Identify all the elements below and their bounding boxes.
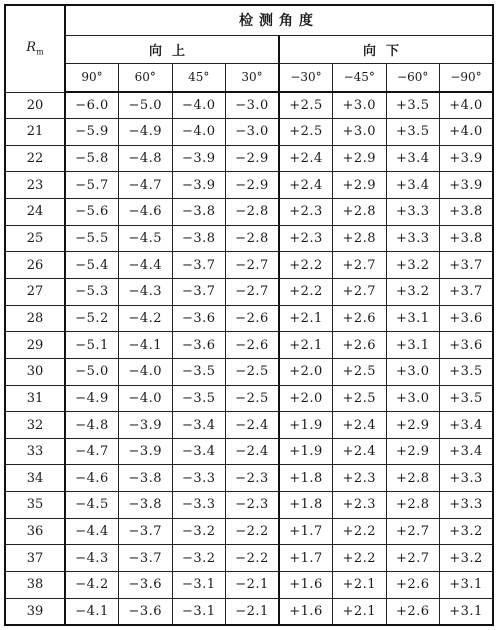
correction-value: +1.6 — [279, 572, 333, 599]
correction-value: +3.4 — [440, 412, 494, 439]
rm-value: 36 — [5, 518, 65, 545]
rm-value: 30 — [5, 358, 65, 385]
rm-value: 31 — [5, 385, 65, 412]
correction-value: +3.7 — [440, 278, 494, 305]
correction-value: −3.7 — [172, 278, 226, 305]
correction-value: −3.8 — [172, 199, 226, 226]
rm-value: 27 — [5, 278, 65, 305]
correction-value: −4.4 — [65, 518, 119, 545]
correction-value: −3.8 — [172, 225, 226, 252]
correction-value: +3.5 — [440, 385, 494, 412]
correction-value: +2.2 — [333, 518, 387, 545]
correction-value: +2.3 — [279, 199, 333, 226]
correction-value: −3.1 — [172, 598, 226, 625]
correction-value: −2.8 — [226, 225, 280, 252]
table-row — [5, 518, 493, 545]
correction-value: +3.0 — [386, 358, 440, 385]
rm-value: 39 — [5, 598, 65, 625]
table-row — [5, 545, 493, 572]
correction-value: +2.4 — [333, 438, 387, 465]
table-row — [5, 598, 493, 625]
table-row — [5, 412, 493, 439]
angle-header: 90° — [65, 63, 119, 92]
correction-value: −2.9 — [226, 145, 280, 172]
correction-value: +3.3 — [440, 465, 494, 492]
correction-value: +3.2 — [440, 545, 494, 572]
correction-value: −4.2 — [65, 572, 119, 599]
correction-value: +3.0 — [333, 92, 387, 119]
correction-value: +2.8 — [386, 465, 440, 492]
correction-value: −4.0 — [119, 358, 173, 385]
correction-value: +3.2 — [440, 518, 494, 545]
correction-value: −5.0 — [65, 358, 119, 385]
correction-value: +2.8 — [386, 492, 440, 519]
rm-label: R — [26, 40, 37, 56]
correction-value: −2.3 — [226, 492, 280, 519]
correction-value: −5.7 — [65, 172, 119, 199]
correction-value: +2.4 — [279, 145, 333, 172]
correction-value: −4.7 — [65, 438, 119, 465]
correction-value: +3.3 — [440, 492, 494, 519]
table-row — [5, 145, 493, 172]
correction-value: −4.5 — [65, 492, 119, 519]
table-row — [5, 278, 493, 305]
rm-value: 23 — [5, 172, 65, 199]
table-row — [5, 119, 493, 146]
angle-header: −45° — [333, 63, 387, 92]
correction-value: −4.6 — [119, 199, 173, 226]
table-row — [5, 438, 493, 465]
correction-value: −2.7 — [226, 278, 280, 305]
correction-value: +3.0 — [386, 385, 440, 412]
angle-header: 45° — [172, 63, 226, 92]
correction-value: +2.9 — [333, 145, 387, 172]
correction-value: +1.7 — [279, 518, 333, 545]
correction-value: +3.2 — [386, 252, 440, 279]
correction-value: +2.2 — [333, 545, 387, 572]
rm-header — [5, 5, 65, 92]
correction-value: −5.0 — [119, 92, 173, 119]
correction-value: −3.2 — [172, 545, 226, 572]
rm-value: 22 — [5, 145, 65, 172]
correction-value: −2.9 — [226, 172, 280, 199]
correction-value: −3.7 — [119, 545, 173, 572]
correction-value: +2.6 — [333, 305, 387, 332]
correction-value: −4.0 — [172, 119, 226, 146]
correction-value: +4.0 — [440, 119, 494, 146]
correction-value: +2.1 — [279, 305, 333, 332]
correction-value: +2.9 — [333, 172, 387, 199]
correction-value: −3.4 — [172, 438, 226, 465]
correction-value: −5.9 — [65, 119, 119, 146]
correction-value: −4.2 — [119, 305, 173, 332]
table-row — [5, 358, 493, 385]
correction-value: −4.7 — [119, 172, 173, 199]
correction-value: +3.4 — [440, 438, 494, 465]
correction-value: +2.6 — [333, 332, 387, 359]
correction-value: −5.8 — [65, 145, 119, 172]
angle-header: −60° — [386, 63, 440, 92]
correction-value: +2.1 — [333, 572, 387, 599]
correction-value: +2.7 — [333, 278, 387, 305]
correction-value: −3.5 — [172, 358, 226, 385]
correction-value: +2.1 — [279, 332, 333, 359]
correction-value: +3.5 — [440, 358, 494, 385]
correction-value: −2.6 — [226, 332, 280, 359]
correction-value: +3.4 — [386, 172, 440, 199]
correction-value: −3.6 — [172, 332, 226, 359]
correction-value: +3.3 — [386, 199, 440, 226]
correction-value: −2.2 — [226, 518, 280, 545]
correction-value: −3.9 — [119, 412, 173, 439]
table-row — [5, 252, 493, 279]
correction-value: −4.9 — [65, 385, 119, 412]
correction-table — [4, 4, 494, 626]
angle-header: 60° — [119, 63, 173, 92]
correction-value: −5.2 — [65, 305, 119, 332]
correction-value: +3.8 — [440, 199, 494, 226]
rm-subscript: m — [36, 48, 44, 58]
correction-value: −4.0 — [119, 385, 173, 412]
correction-value: −2.7 — [226, 252, 280, 279]
correction-value: +2.5 — [333, 358, 387, 385]
correction-value: +2.2 — [279, 252, 333, 279]
correction-value: +2.5 — [279, 92, 333, 119]
correction-value: −3.7 — [119, 518, 173, 545]
correction-value: +4.0 — [440, 92, 494, 119]
correction-value: −3.8 — [119, 492, 173, 519]
correction-value: −4.6 — [65, 465, 119, 492]
correction-value: −2.6 — [226, 305, 280, 332]
rm-value: 35 — [5, 492, 65, 519]
rm-value: 26 — [5, 252, 65, 279]
rm-value: 29 — [5, 332, 65, 359]
table-row — [5, 385, 493, 412]
up-title: 向上 — [65, 35, 279, 63]
correction-value: −3.3 — [172, 465, 226, 492]
correction-value: +3.1 — [386, 305, 440, 332]
correction-value: +3.8 — [440, 225, 494, 252]
table-row — [5, 199, 493, 226]
correction-value: +2.6 — [386, 572, 440, 599]
correction-value: −4.1 — [65, 598, 119, 625]
correction-value: +2.4 — [333, 412, 387, 439]
correction-value: +2.9 — [386, 438, 440, 465]
correction-value: +3.6 — [440, 305, 494, 332]
rm-value: 38 — [5, 572, 65, 599]
correction-value: +1.7 — [279, 545, 333, 572]
correction-value: +3.5 — [386, 119, 440, 146]
correction-value: −4.8 — [119, 145, 173, 172]
correction-value: −4.5 — [119, 225, 173, 252]
table-row — [5, 172, 493, 199]
correction-value: +3.1 — [440, 572, 494, 599]
correction-value: −3.6 — [172, 305, 226, 332]
correction-value: −4.3 — [65, 545, 119, 572]
correction-value: −3.0 — [226, 119, 280, 146]
correction-value: +3.2 — [386, 278, 440, 305]
correction-value: +2.4 — [279, 172, 333, 199]
correction-value: −5.6 — [65, 199, 119, 226]
table-row — [5, 305, 493, 332]
correction-value: +2.3 — [333, 492, 387, 519]
correction-value: +3.1 — [386, 332, 440, 359]
correction-value: −5.4 — [65, 252, 119, 279]
correction-value: +2.9 — [386, 412, 440, 439]
correction-value: +1.8 — [279, 492, 333, 519]
correction-value: −2.2 — [226, 545, 280, 572]
correction-value: +3.9 — [440, 172, 494, 199]
rm-value: 24 — [5, 199, 65, 226]
table-row — [5, 572, 493, 599]
correction-value: −5.5 — [65, 225, 119, 252]
down-title: 向下 — [279, 35, 493, 63]
correction-value: −3.8 — [119, 465, 173, 492]
correction-value: +2.7 — [386, 545, 440, 572]
correction-value: −2.5 — [226, 358, 280, 385]
correction-value: +1.9 — [279, 438, 333, 465]
correction-value: −4.1 — [119, 332, 173, 359]
rm-value: 25 — [5, 225, 65, 252]
correction-value: +3.6 — [440, 332, 494, 359]
correction-value: +3.4 — [386, 145, 440, 172]
correction-value: −6.0 — [65, 92, 119, 119]
correction-value: −3.5 — [172, 385, 226, 412]
rm-value: 34 — [5, 465, 65, 492]
correction-value: −2.3 — [226, 465, 280, 492]
correction-value: +2.5 — [333, 385, 387, 412]
correction-value: +2.3 — [333, 465, 387, 492]
correction-value: −4.3 — [119, 278, 173, 305]
correction-value: −2.4 — [226, 412, 280, 439]
correction-value: +2.8 — [333, 199, 387, 226]
correction-value: −2.8 — [226, 199, 280, 226]
correction-value: +2.2 — [279, 278, 333, 305]
table-row — [5, 465, 493, 492]
correction-value: −2.4 — [226, 438, 280, 465]
correction-value: −3.3 — [172, 492, 226, 519]
correction-value: +3.9 — [440, 145, 494, 172]
correction-value: +2.1 — [333, 598, 387, 625]
rm-value: 32 — [5, 412, 65, 439]
correction-value: −3.9 — [172, 172, 226, 199]
correction-value: +1.8 — [279, 465, 333, 492]
table-row — [5, 492, 493, 519]
correction-value: −3.9 — [172, 145, 226, 172]
correction-value: −3.2 — [172, 518, 226, 545]
correction-value: −3.1 — [172, 572, 226, 599]
correction-value: −2.1 — [226, 598, 280, 625]
table-row — [5, 92, 493, 119]
rm-value: 28 — [5, 305, 65, 332]
correction-value: +3.0 — [333, 119, 387, 146]
correction-value: −3.0 — [226, 92, 280, 119]
rm-value: 37 — [5, 545, 65, 572]
correction-value: +2.6 — [386, 598, 440, 625]
table-row — [5, 332, 493, 359]
correction-value: −3.6 — [119, 572, 173, 599]
correction-value: −3.7 — [172, 252, 226, 279]
correction-value: +3.7 — [440, 252, 494, 279]
group-title: 检测角度 — [65, 5, 493, 35]
table-row — [5, 225, 493, 252]
correction-value: +2.7 — [386, 518, 440, 545]
rm-value: 33 — [5, 438, 65, 465]
correction-value: +2.5 — [279, 119, 333, 146]
angle-header: −90° — [440, 63, 494, 92]
correction-value: −2.5 — [226, 385, 280, 412]
correction-value: −3.6 — [119, 598, 173, 625]
correction-value: −2.1 — [226, 572, 280, 599]
rm-value: 20 — [5, 92, 65, 119]
correction-value: −4.9 — [119, 119, 173, 146]
correction-value: +3.3 — [386, 225, 440, 252]
correction-value: −4.8 — [65, 412, 119, 439]
correction-value: −5.3 — [65, 278, 119, 305]
correction-value: −4.0 — [172, 92, 226, 119]
correction-value: +2.3 — [279, 225, 333, 252]
correction-value: +3.1 — [440, 598, 494, 625]
correction-value: −3.4 — [172, 412, 226, 439]
angle-header: 30° — [226, 63, 280, 92]
correction-value: −3.9 — [119, 438, 173, 465]
correction-value: +3.5 — [386, 92, 440, 119]
correction-value: +1.9 — [279, 412, 333, 439]
correction-value: +2.0 — [279, 358, 333, 385]
correction-value: −5.1 — [65, 332, 119, 359]
rm-value: 21 — [5, 119, 65, 146]
correction-value: +1.6 — [279, 598, 333, 625]
correction-value: +2.0 — [279, 385, 333, 412]
correction-value: −4.4 — [119, 252, 173, 279]
correction-value: +2.8 — [333, 225, 387, 252]
angle-header: −30° — [279, 63, 333, 92]
correction-value: +2.7 — [333, 252, 387, 279]
